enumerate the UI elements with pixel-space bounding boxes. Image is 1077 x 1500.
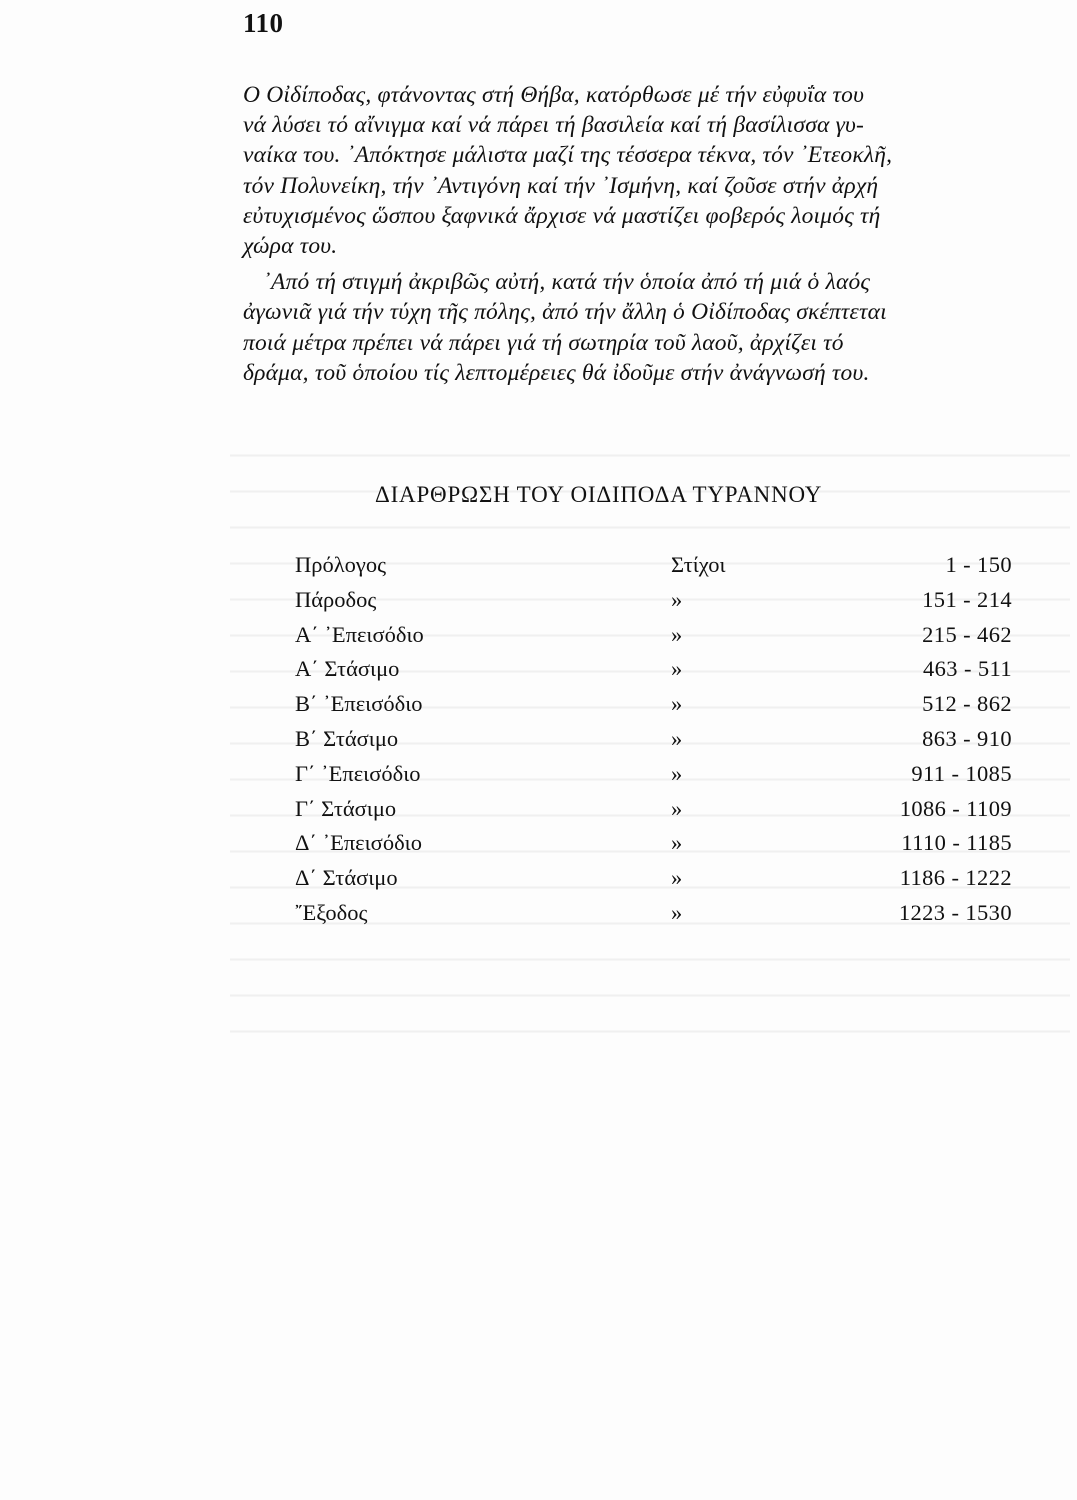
part-name: Πάροδος — [295, 586, 377, 612]
table-row — [295, 861, 1035, 896]
verse-range: 463 - 511 — [922, 656, 1012, 682]
table-row — [295, 583, 1035, 618]
table-row — [295, 687, 1035, 722]
ditto-mark: » — [671, 691, 683, 717]
ditto-mark: » — [671, 830, 683, 856]
text-line: ποιά μέτρα πρέπει νά πάρει γιά τή σωτηρία τοῦ λαοῦ, ἀρχίζει τό — [243, 329, 844, 356]
ditto-mark: » — [671, 725, 683, 751]
verse-range: 512 - 862 — [922, 691, 1012, 717]
part-name: Δ΄ ᾿Επεισόδιο — [295, 830, 422, 856]
part-name: Γ΄ Στάσιμο — [295, 795, 397, 821]
ditto-mark: » — [671, 656, 683, 682]
table-row — [295, 792, 1035, 827]
verse-range: 215 - 462 — [922, 621, 1012, 647]
text-line: χώρα του. — [243, 232, 338, 259]
verse-range: 1110 - 1185 — [901, 830, 1012, 856]
verses-label: Στίχοι — [671, 552, 726, 577]
text-line: δράμα, τοῦ ὁποίου τίς λεπτομέρειες θά ἰδοῦμε στήν ἀνάγνωσή του. — [243, 359, 870, 386]
verse-range: 1223 - 1530 — [898, 899, 1012, 925]
part-name: Β΄ ᾿Επεισόδιο — [295, 691, 423, 717]
text-line: Ο Οἰδίποδας, φτάνοντας στή Θήβα, κατόρθωσε μέ τήν εὐφυΐα του — [243, 82, 865, 108]
table-row — [295, 896, 1035, 931]
table-row — [295, 757, 1035, 792]
text-line: τόν Πολυνείκη, τήν ᾿Αντιγόνη καί τήν ᾿Ισμήνη, καί ζοῦσε στήν ἀρχή — [243, 172, 879, 199]
part-name: ῎Εξοδος — [295, 899, 368, 925]
part-name: Δ΄ Στάσιμο — [295, 865, 398, 891]
text-line: εὐτυχισμένος ὥσπου ξαφνικά ἄρχισε νά μαστίζει φοβερός λοιμός τή — [243, 202, 881, 229]
part-name: Α΄ Στάσιμο — [295, 656, 400, 682]
ditto-mark: » — [671, 899, 683, 925]
structure-table — [295, 548, 1035, 931]
verse-range: 863 - 910 — [922, 725, 1012, 751]
part-name: Γ΄ ᾿Επεισόδιο — [295, 760, 421, 786]
text-line: νά λύσει τό αἴνιγμα καί νά πάρει τή βασιλεία καί τή βασίλισσα γυ- — [243, 112, 865, 139]
table-row — [295, 618, 1035, 653]
text-line: ἀγωνιᾶ γιά τήν τύχη τῆς πόλης, ἀπό τήν ἄλλη ὁ Οἰδίποδας σκέπτεται — [243, 299, 887, 326]
verse-range: 151 - 214 — [922, 586, 1012, 612]
page-number: 110 — [243, 8, 284, 38]
table-row — [295, 652, 1035, 687]
verse-range: 1186 - 1222 — [899, 865, 1012, 891]
verse-range: 911 - 1085 — [911, 760, 1012, 786]
text-line: ναίκα του. ᾿Απόκτησε μάλιστα μαζί της τέσσερα τέκνα, τόν ᾿Ετεοκλῆ, — [243, 142, 893, 169]
part-name: Πρόλογος — [295, 552, 386, 577]
ditto-mark: » — [671, 795, 683, 821]
structure-heading: ΔΙΑΡΘΡΩΣΗ ΤΟΥ ΟΙΔΙΠΟΔΑ ΤΥΡΑΝΝΟΥ — [375, 482, 823, 507]
verse-range: 1086 - 1109 — [899, 795, 1012, 821]
table-row — [295, 826, 1035, 861]
text-line: ᾿Από τή στιγμή ἀκριβῶς αὐτή, κατά τήν ὁποία ἀπό τή μιά ὁ λαός — [263, 269, 871, 296]
verse-range: 1 - 150 — [945, 552, 1012, 577]
part-name: Α΄ ᾿Επεισόδιο — [295, 621, 424, 647]
second-paragraph — [243, 267, 1073, 388]
ditto-mark: » — [671, 865, 683, 891]
table-row — [295, 722, 1035, 757]
table-row — [295, 548, 1035, 583]
part-name: Β΄ Στάσιμο — [295, 725, 399, 751]
ditto-mark: » — [671, 621, 683, 647]
ditto-mark: » — [671, 586, 683, 612]
body-text — [243, 80, 1073, 388]
ditto-mark: » — [671, 760, 683, 786]
intro-paragraph — [243, 80, 1073, 261]
